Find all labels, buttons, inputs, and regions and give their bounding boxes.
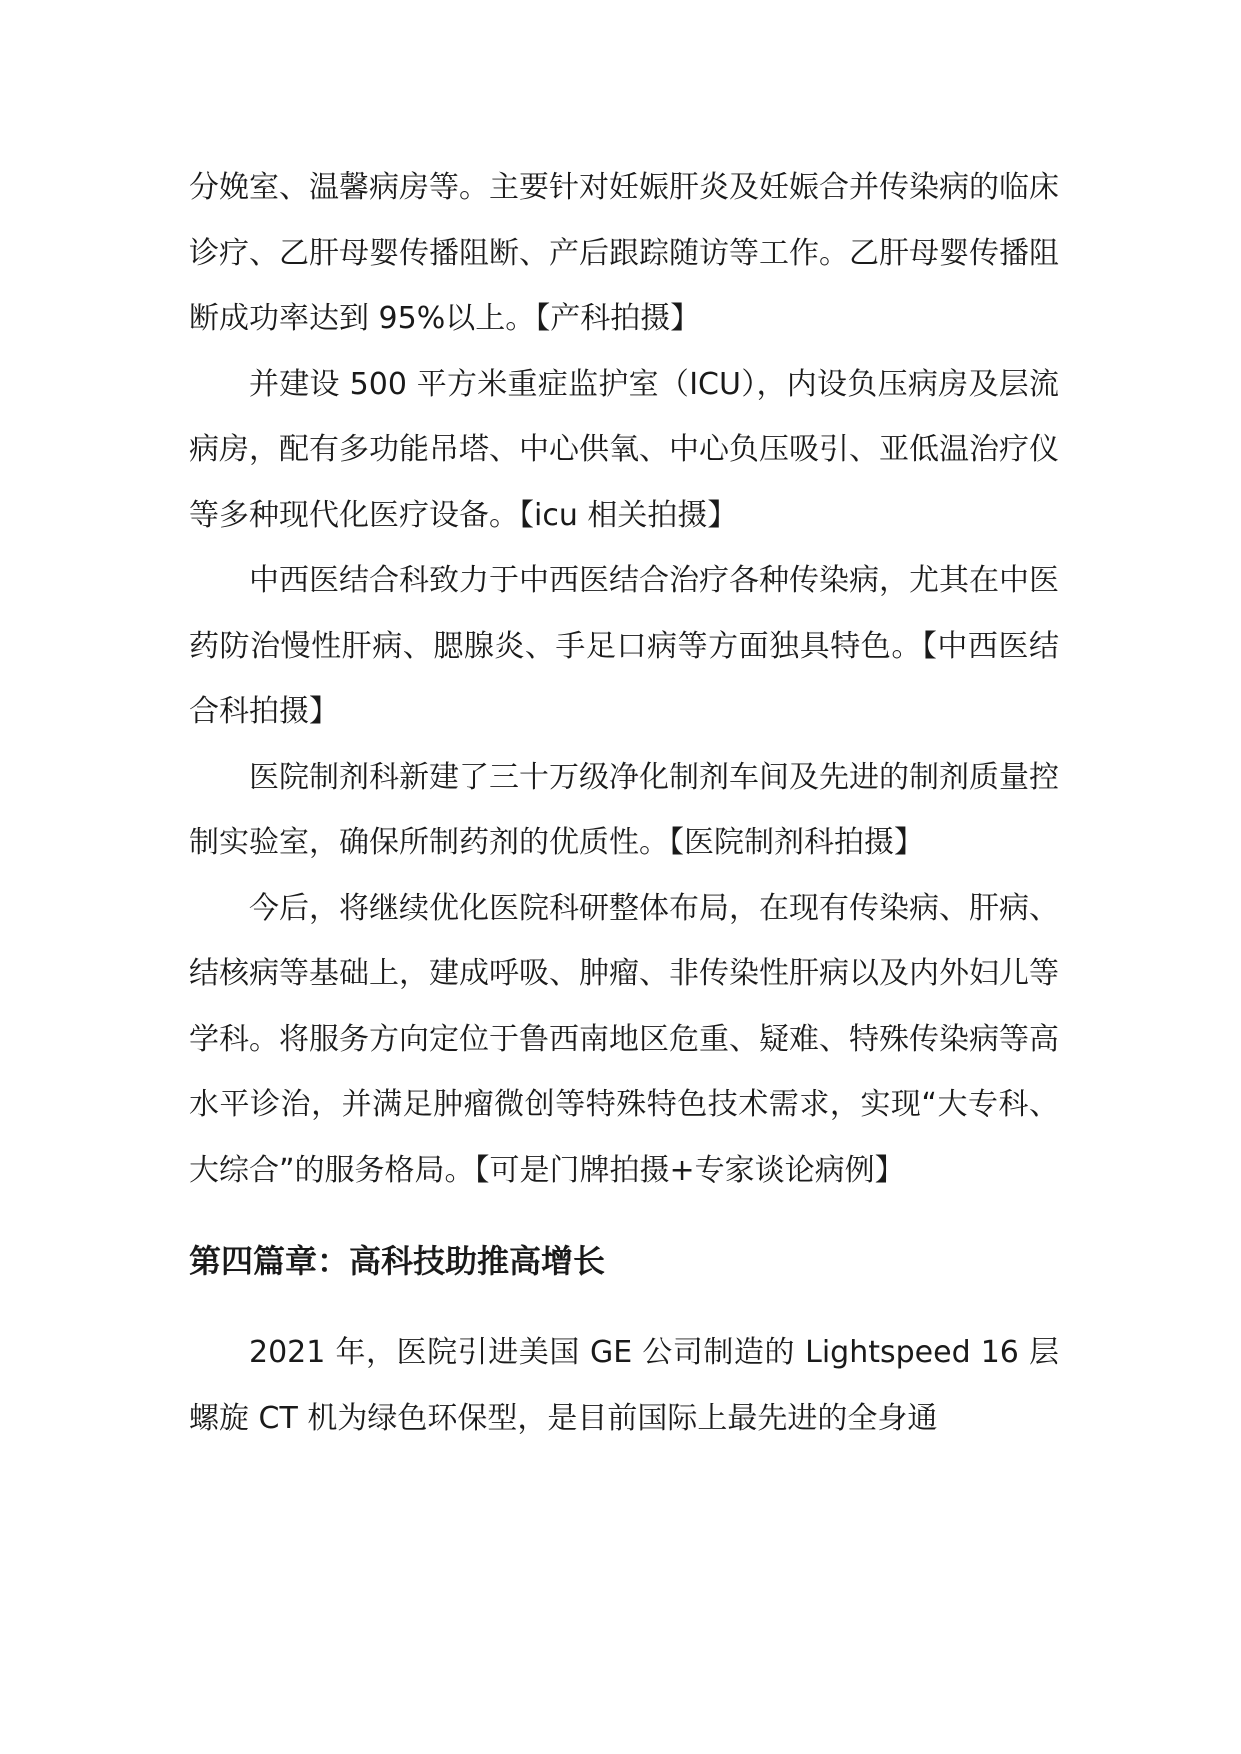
paragraph-future-plan: 今后，将继续优化医院科研整体布局，在现有传染病、肝病、结核病等基础上，建成呼吸、肿瘤、非传染性肝病以及内外妇儿等学科。将服务方向定位于鲁西南地区危重、疑难、特殊传染病等高水平诊治，并满足肿瘤微创等特殊特色技术需求，实现“大专科、大综合”的服务格局。【可是门牌拍摄+专家谈论病例】	[189, 890, 1059, 1188]
paragraph-ct-scanner: 2021 年，医院引进美国 GE 公司制造的 Lightspeed 16 层螺旋 CT 机为绿色环保型，是目前国际上最先进的全身通	[189, 1335, 1059, 1436]
paragraph-obstetrics-continued: 分娩室、温馨病房等。主要针对妊娠肝炎及妊娠合并传染病的临床诊疗、乙肝母婴传播阻断、产后跟踪随访等工作。乙肝母婴传播阻断成功率达到 95%以上。【产科拍摄】	[189, 170, 1059, 336]
paragraph-integrated-medicine: 中西医结合科致力于中西医结合治疗各种传染病，尤其在中医药防治慢性肝病、腮腺炎、手足口病等方面独具特色。【中西医结合科拍摄】	[189, 563, 1059, 729]
paragraph-pharmacy: 医院制剂科新建了三十万级净化制剂车间及先进的制剂质量控制实验室，确保所制药剂的优质性。【医院制剂科拍摄】	[189, 759, 1059, 860]
paragraph-icu: 并建设 500 平方米重症监护室（ICU），内设负压病房及层流病房，配有多功能吊塔、中心供氧、中心负压吸引、亚低温治疗仪等多种现代化医疗设备。【icu 相关拍摄】	[189, 366, 1059, 533]
document-body	[189, 155, 1059, 1451]
section-heading: 第四篇章：高科技助推高增长	[189, 1242, 606, 1280]
